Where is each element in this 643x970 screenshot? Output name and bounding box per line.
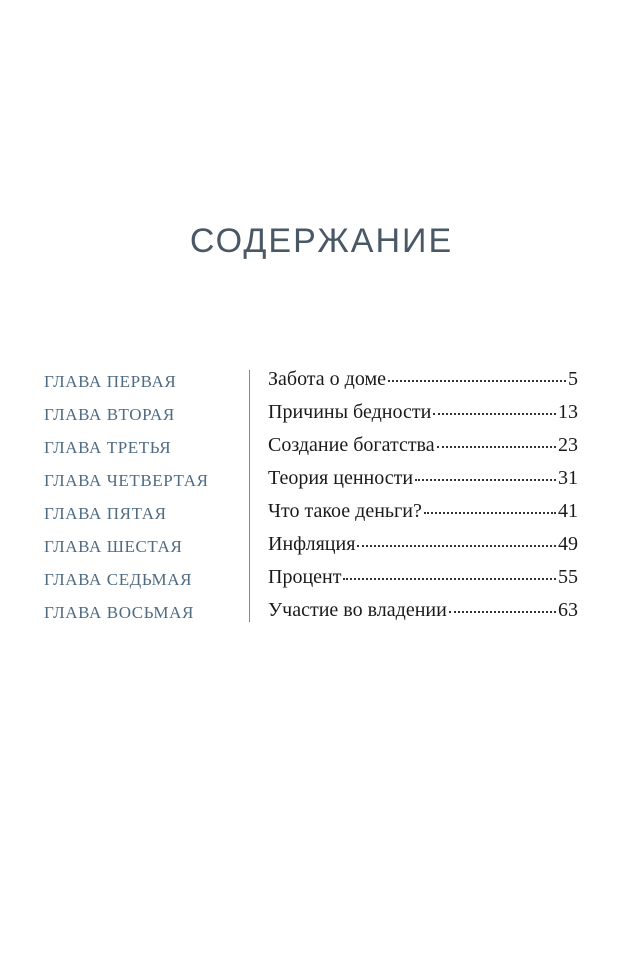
dot-leader [433,413,556,415]
toc-entry [268,401,578,424]
chapter-label: ГЛАВА СЕДЬМАЯ [44,570,193,589]
chapter-title: Процент [268,566,342,588]
chapter-title: Что такое деньги? [268,500,422,522]
dot-leader [415,479,556,481]
toc-entry [268,533,578,556]
dot-leader [437,446,556,448]
chapter-label: ГЛАВА ТРЕТЬЯ [44,438,172,457]
chapter-label: ГЛАВА ВТОРАЯ [44,405,175,424]
dot-leader [388,380,566,382]
dot-leader [357,545,556,547]
page-number: 63 [558,599,578,621]
chapter-title: Причины бедности [268,401,432,423]
toc-row [0,599,643,632]
chapter-label: ГЛАВА ПЯТАЯ [44,504,167,523]
page-number: 23 [558,434,578,456]
toc-row [0,533,643,566]
page-number: 49 [558,533,578,555]
toc-row [0,467,643,500]
page-number: 13 [558,401,578,423]
page-number: 31 [558,467,578,489]
chapter-title: Участие во владении [268,599,447,621]
toc-row [0,434,643,467]
page-number: 41 [558,500,578,522]
chapter-title: Создание богатства [268,434,435,456]
toc-row [0,401,643,434]
page-title: СОДЕРЖАНИЕ [189,222,454,260]
dot-leader [343,578,556,580]
toc-entry [268,500,578,523]
chapter-label: ГЛАВА ШЕСТАЯ [44,537,183,556]
chapter-title: Инфляция [268,533,356,555]
dot-leader [424,512,556,514]
toc-entry [268,566,578,589]
toc-entry [268,467,578,490]
chapter-label: ГЛАВА ЧЕТВЕРТАЯ [44,471,209,490]
dot-leader [449,611,556,613]
toc-row [0,500,643,533]
chapter-title: Забота о доме [268,368,386,390]
toc-row [0,368,643,401]
chapter-label: ГЛАВА ВОСЬМАЯ [44,603,194,622]
toc-entry [268,434,578,457]
chapter-title: Теория ценности [268,467,414,489]
toc-row [0,566,643,599]
page-number: 55 [558,566,578,588]
page-number: 5 [568,368,578,390]
toc-entry [268,368,578,391]
toc-entry [268,599,578,622]
chapter-label: ГЛАВА ПЕРВАЯ [44,372,177,391]
